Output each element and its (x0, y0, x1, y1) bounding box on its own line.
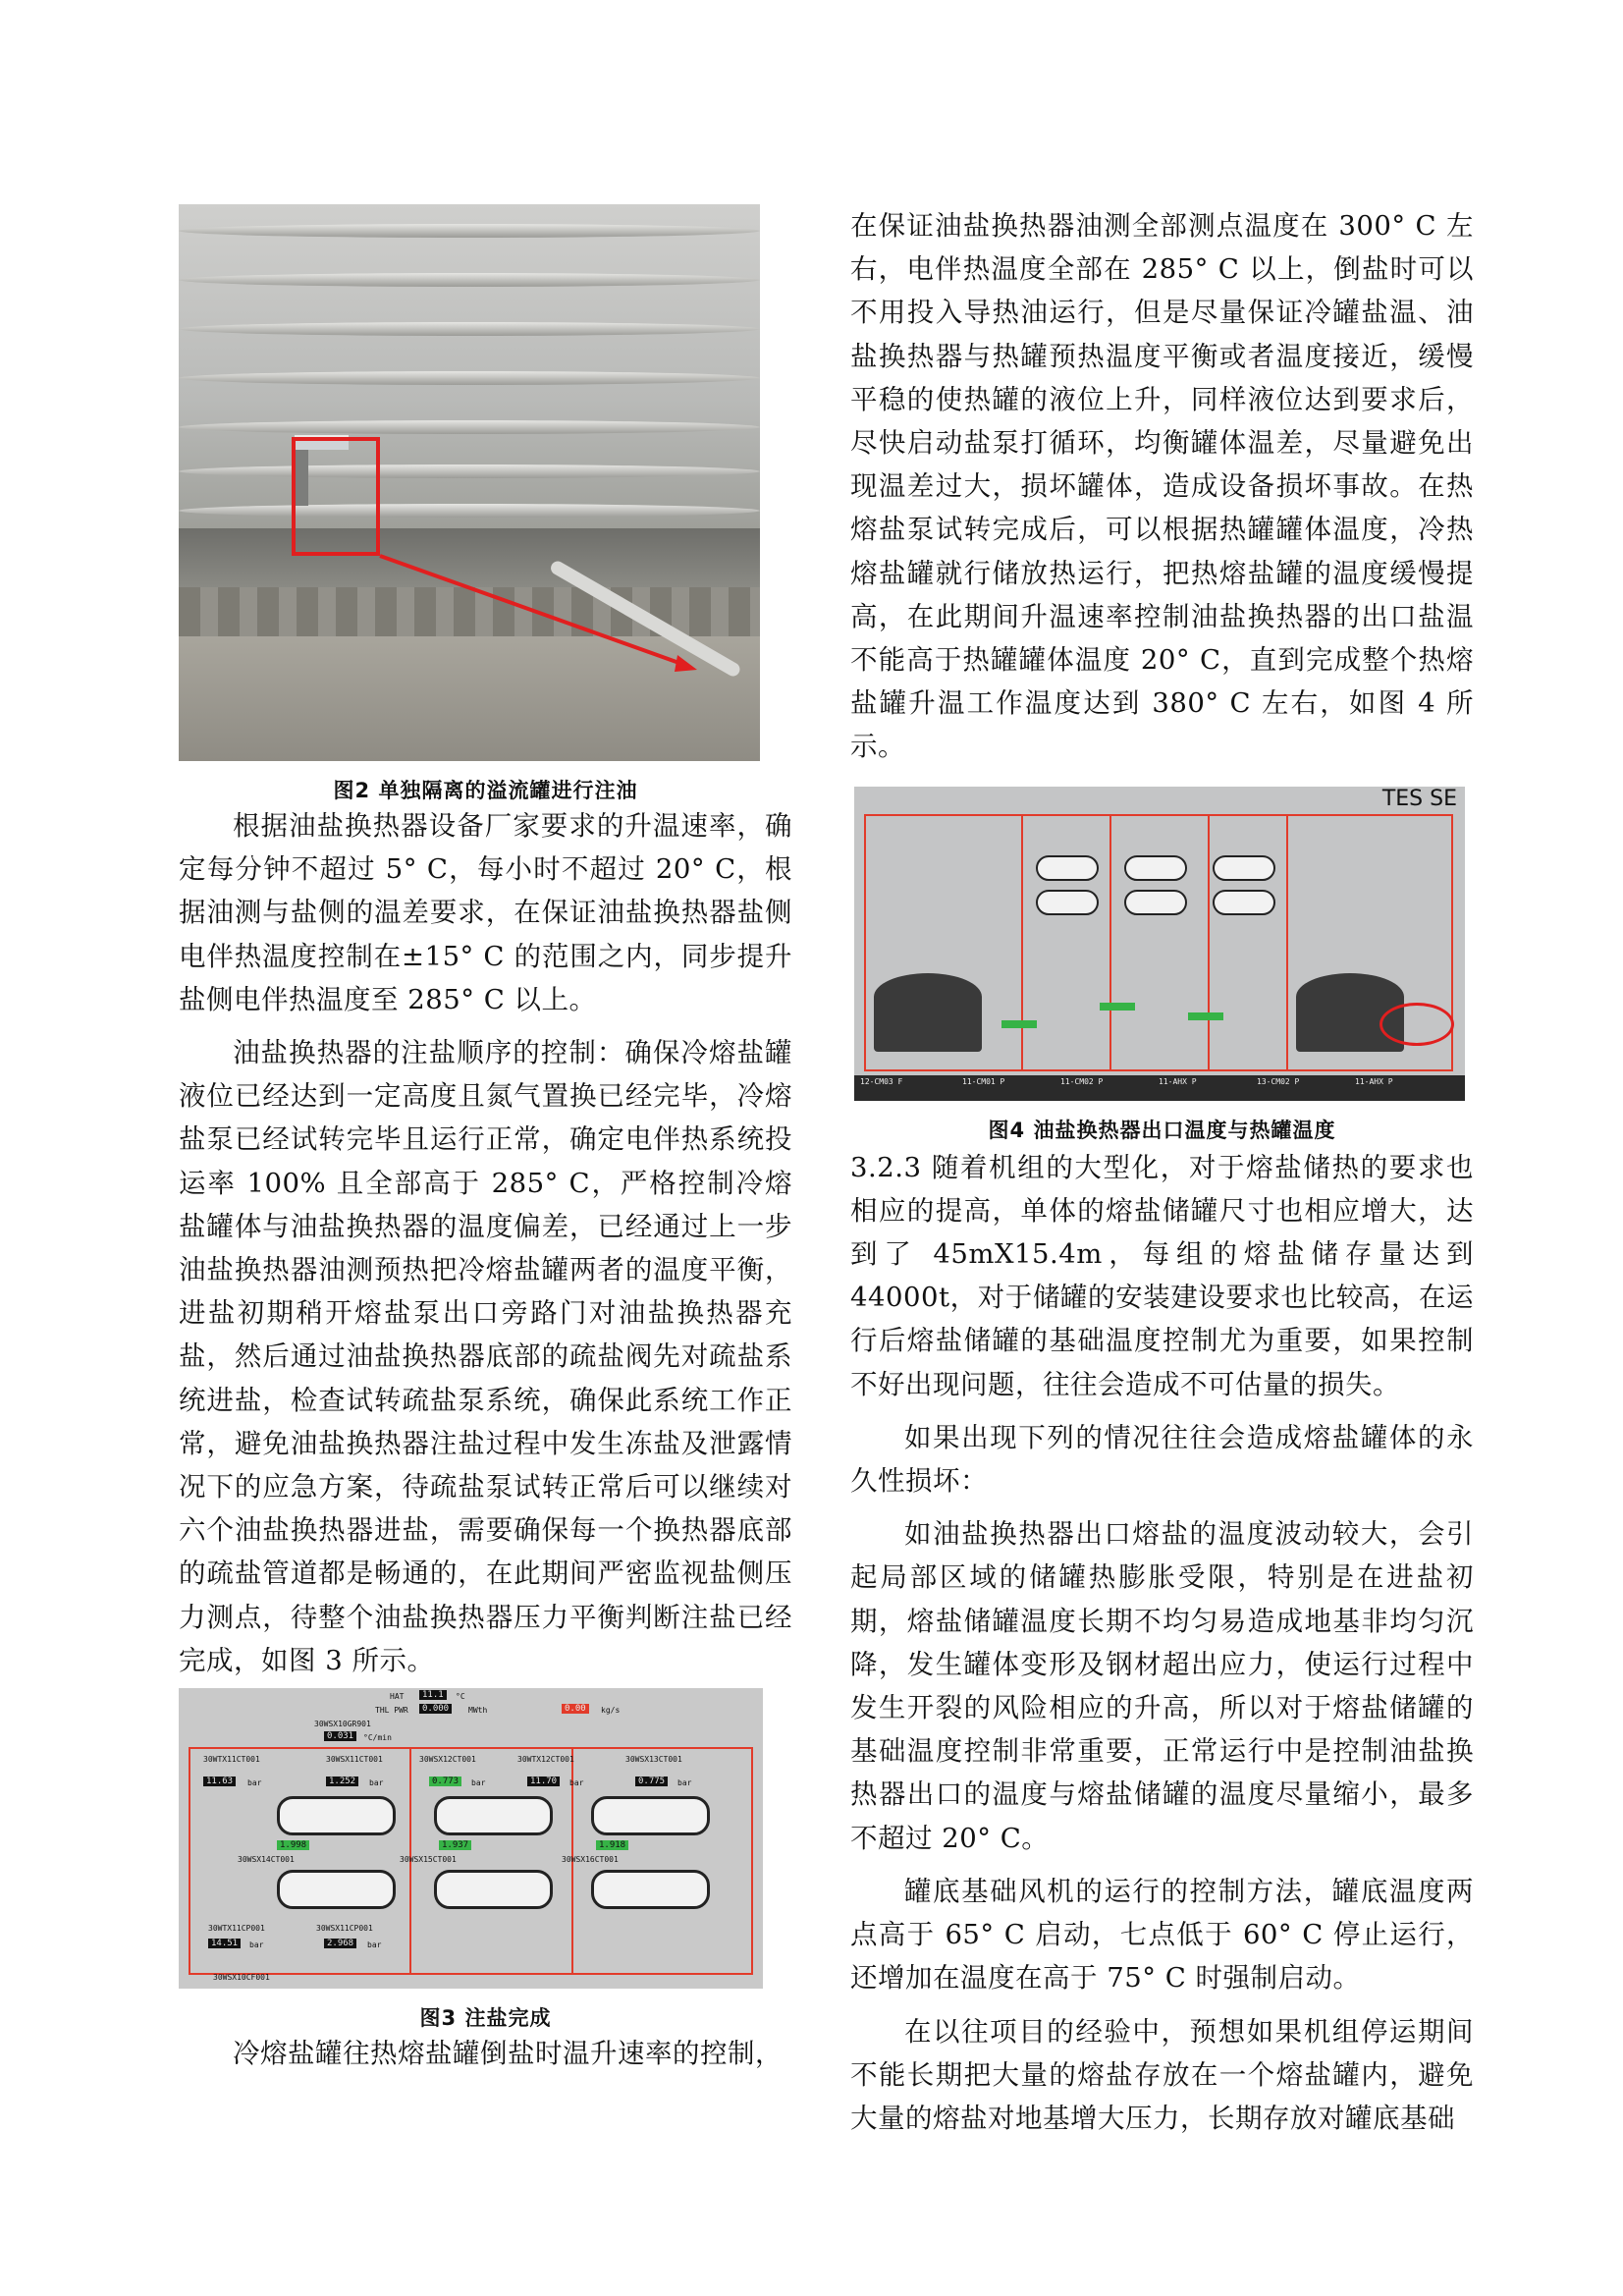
heat-exchanger (1124, 890, 1187, 915)
exchanger-tag: 30WSX12CT001 (419, 1755, 476, 1765)
exchanger-value: 14.51 (208, 1939, 241, 1948)
hmi-title: TES SE (1381, 786, 1457, 811)
heat-exchanger (1036, 855, 1099, 881)
hat-value: 11.1 (419, 1690, 447, 1700)
pipe-line (189, 1747, 190, 1973)
pipe-line (1021, 814, 1023, 1069)
heat-exchanger (591, 1870, 710, 1909)
exchanger-unit: bar (677, 1778, 692, 1788)
bottom-tag: 13-CM02 P (1257, 1076, 1300, 1086)
exchanger-unit: bar (569, 1778, 584, 1788)
cold-salt-tank (874, 973, 982, 1052)
exchanger-value: 11.63 (203, 1777, 236, 1786)
pipe-line (1109, 814, 1111, 1069)
heat-exchanger (277, 1870, 396, 1909)
flow-value: 0.00 (562, 1704, 589, 1714)
exchanger-tag: 30WSX13CT001 (625, 1755, 682, 1765)
heat-exchanger (1036, 890, 1099, 915)
hat-label: HAT (390, 1692, 405, 1702)
figure-4-hmi (854, 787, 1465, 1101)
exchanger-tag: 30WSX11CP001 (316, 1924, 373, 1934)
pipe-line (864, 814, 1453, 816)
heat-exchanger (434, 1870, 553, 1909)
bottom-tag: 12-CM03 F (860, 1076, 903, 1086)
status-indicator (1188, 1012, 1223, 1020)
red-arrow (179, 204, 760, 761)
right-column (850, 204, 1474, 2140)
exchanger-value: 1.252 (326, 1777, 358, 1786)
pipe-line (189, 1973, 753, 1975)
heat-exchanger (1213, 890, 1275, 915)
exchanger-value: 1.937 (439, 1840, 471, 1850)
exchanger-unit: bar (367, 1941, 382, 1950)
exchanger-value: 0.775 (635, 1777, 668, 1786)
heat-exchanger (1124, 855, 1187, 881)
paragraph: 根据油盐换热器设备厂家要求的升温速率，确定每分钟不超过 5° C，每小时不超过 20° C，根据油测与盐侧的温差要求，在保证油盐换热器盐侧电伴热温度控制在±15° C 的范围之内，同步提升盐侧电伴热温度至 285° C 以上。 (179, 810, 792, 1015)
paragraph: 如油盐换热器出口熔盐的温度波动较大，会引起局部区域的储罐热膨胀受限，特别是在进盐初期，熔盐储罐温度长期不均匀易造成地基非均匀沉降，发生罐体变形及钢材超出应力，使运行过程中发生开裂的风险相应的升高，所以对于熔盐储罐的基础温度控制非常重要，正常运行中是控制油盐换热器出口的温度与熔盐储罐的温度尽量缩小，最多不超过 20° C。 (850, 1518, 1474, 1854)
heat-exchanger (591, 1796, 710, 1835)
exchanger-unit: bar (247, 1778, 262, 1788)
paragraph: 冷熔盐罐往热熔盐罐倒盐时温升速率的控制， (233, 2038, 783, 2070)
exchanger-tag: 30WTX12CT001 (517, 1755, 574, 1765)
hat-unit: °C (456, 1692, 465, 1702)
exchanger-tag: 30WSX15CT001 (400, 1855, 457, 1865)
rate-unit: °C/min (363, 1733, 392, 1743)
heat-exchanger (277, 1796, 396, 1835)
status-indicator (1001, 1020, 1037, 1028)
exchanger-value: 2.968 (324, 1939, 356, 1948)
exchanger-tag: 30WSX14CT001 (238, 1855, 295, 1865)
heat-exchanger (434, 1796, 553, 1835)
exchanger-value: 1.998 (277, 1840, 309, 1850)
bottom-tag: 11-CM02 P (1060, 1076, 1104, 1086)
figure-4-caption: 图4 油盐换热器出口温度与热罐温度 (988, 1118, 1336, 1142)
paragraph: 3.2.3 随着机组的大型化，对于熔盐储热的要求也相应的提高，单体的熔盐储罐尺寸也相应增大，达到了 45mX15.4m，每组的熔盐储存量达到 44000t，对于储罐的安装建设要求也比较高，在运行后熔盐储罐的基础温度控制尤为重要，如果控制不好出现问题，往往会造成不可估量的损失。 (850, 1151, 1474, 1400)
exchanger-value: 11.70 (527, 1777, 560, 1786)
flow-unit: kg/s (601, 1706, 621, 1716)
bottom-tag: 11-AHX P (1355, 1076, 1393, 1086)
left-column (179, 204, 792, 2075)
exchanger-tag: 30WSX16CT001 (562, 1855, 619, 1865)
pwr-label: THL PWR (375, 1706, 408, 1716)
figure-2-photo (179, 204, 760, 761)
exchanger-tag: 30WTX11CT001 (203, 1755, 260, 1765)
exchanger-value: 1.918 (596, 1840, 628, 1850)
paragraph: 如果出现下列的情况往往会造成熔盐罐体的永久性损坏： (850, 1421, 1474, 1498)
exchanger-value: 0.773 (429, 1777, 461, 1786)
figure-2-caption: 图2 单独隔离的溢流罐进行注油 (333, 779, 638, 802)
bottom-tag: 11-AHX P (1159, 1076, 1197, 1086)
pipe-line (864, 1069, 1453, 1071)
exchanger-unit: bar (249, 1941, 264, 1950)
paragraph: 罐底基础风机的运行的控制方法，罐底温度两点高于 65° C 启动，七点低于 60° C 停止运行，还增加在温度在高于 75° C 时强制启动。 (850, 1875, 1474, 1995)
paragraph: 在以往项目的经验中，预想如果机组停运期间不能长期把大量的熔盐存放在一个熔盐罐内，避免大量的熔盐对地基增大压力，长期存放对罐底基础 (850, 2015, 1474, 2134)
exchanger-tag: 30WSX11CT001 (326, 1755, 383, 1765)
pwr-unit: MWth (468, 1706, 488, 1716)
heat-exchanger (1213, 855, 1275, 881)
figure-3-hmi (179, 1688, 763, 1989)
pipe-line (864, 814, 866, 1069)
exchanger-unit: bar (369, 1778, 384, 1788)
paragraph: 油盐换热器的注盐顺序的控制：确保冷熔盐罐液位已经达到一定高度且氮气置换已经完毕，冷熔盐泵已经试转完毕且运行正常，确定电伴热系统投运率 100% 且全部高于 285° C，严格控制冷熔盐罐体与油盐换热器的温度偏差，已经通过上一步油盐换热器油测预热把冷熔盐罐两者的温度平衡，进盐初期稍开熔盐泵出口旁路门对油盐换热器充盐，然后通过油盐换热器底部的疏盐阀先对疏盐系统进盐，检查试转疏盐泵系统，确保此系统工作正常，避免油盐换热器注盐过程中发生冻盐及泄露情况下的应急方案，待疏盐泵试转正常后可以继续对六个油盐换热器进盐，需要确保每一个换热器底部的疏盐管道都是畅通的，在此期间严密监视盐侧压力测点，待整个油盐换热器压力平衡判断注盐已经完成，如图 3 所示。 (179, 1037, 792, 1676)
status-indicator (1100, 1003, 1135, 1011)
figure-3-caption: 图3 注盐完成 (419, 2006, 552, 2031)
pipe-line (751, 1747, 753, 1973)
bottom-tag: 11-CM01 P (962, 1076, 1005, 1086)
pipe-line (189, 1747, 753, 1749)
rate-value: 0.031 (324, 1731, 356, 1741)
pipe-line (1208, 814, 1210, 1069)
highlight-circle (1380, 1003, 1454, 1046)
pipe-line (1286, 814, 1288, 1069)
paragraph: 在保证油盐换热器油测全部测点温度在 300° C 左右，电伴热温度全部在 285° C 以上，倒盐时可以不用投入导热油运行，但是尽量保证冷罐盐温、油盐换热器与热罐预热温度平衡或者温度接近，缓慢平稳的使热罐的液位上升，同样液位达到要求后，尽快启动盐泵打循环，均衡罐体温差，尽量避免出现温差过大，损坏罐体，造成设备损坏事故。在热熔盐泵试转完成后，可以根据热罐罐体温度，冷热熔盐罐就行储放热运行，把热熔盐罐的温度缓慢提高，在此期间升温速率控制油盐换热器的出口盐温不能高于热罐罐体温度 20° C，直到完成整个热熔盐罐升温工作温度达到 380° C 左右，如图 4 所示。 (850, 210, 1474, 763)
bottom-tag: 30WSX10CF001 (213, 1973, 270, 1983)
exchanger-unit: bar (471, 1778, 486, 1788)
rate-tag: 30WSX10GR901 (314, 1720, 371, 1729)
exchanger-tag: 30WTX11CP001 (208, 1924, 265, 1934)
pwr-value: 0.000 (419, 1704, 452, 1714)
